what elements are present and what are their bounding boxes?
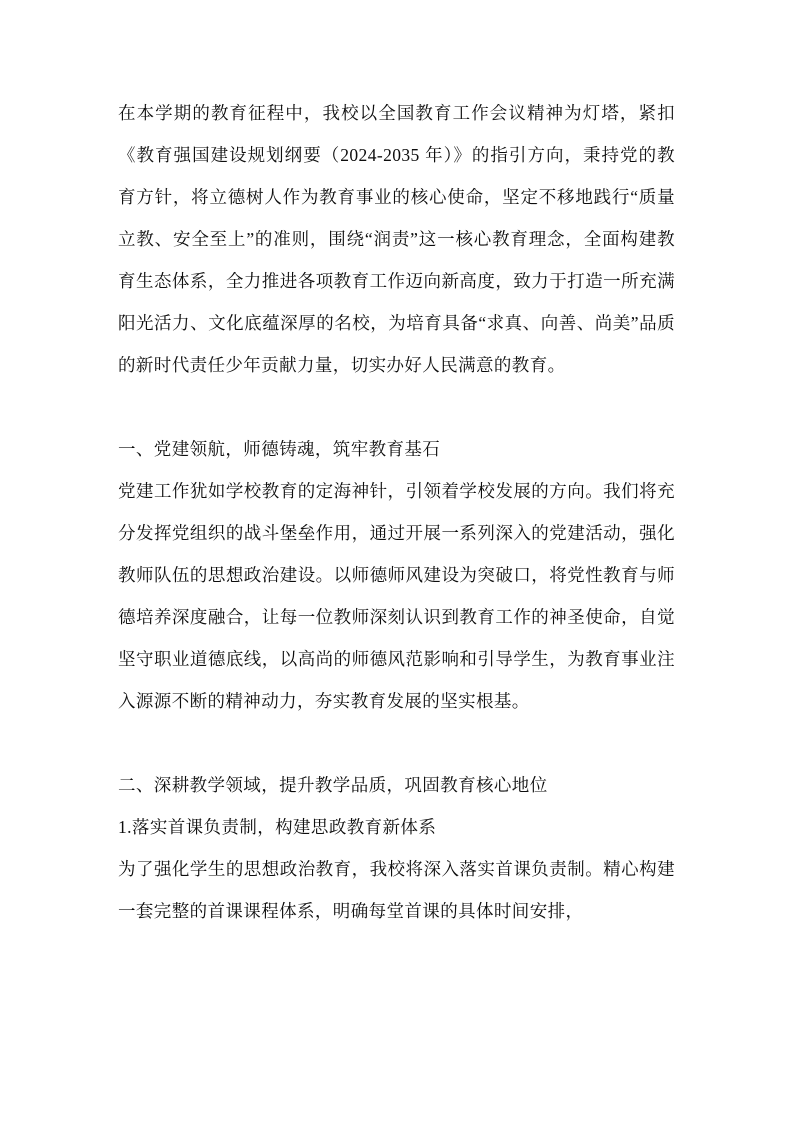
paragraph-spacer — [118, 722, 675, 764]
document-body — [118, 92, 675, 932]
paragraph-spacer — [118, 386, 675, 428]
paragraph-section-1-body: 党建工作犹如学校教育的定海神针，引领着学校发展的方向。我们将充分发挥党组织的战斗堡垒作用，通过开展一系列深入的党建活动，强化教师队伍的思想政治建设。以师德师风建设为突破口，将党性教育与师德培养深度融合，让每一位教师深刻认识到教育工作的神圣使命，自觉坚守职业道德底线，以高尚的师德风范影响和引导学生，为教育事业注入源源不断的精神动力，夯实教育发展的坚实根基。 — [118, 481, 675, 711]
section-heading-1: 一、党建领航，师德铸魂，筑牢教育基石 — [118, 439, 441, 459]
section-heading-2: 二、深耕教学领域，提升教学品质，巩固教育核心地位 — [118, 775, 548, 795]
paragraph-intro: 在本学期的教育征程中，我校以全国教育工作会议精神为灯塔，紧扣《教育强国建设规划纲要（2024-2035 年）》的指引方向，秉持党的教育方针，将立德树人作为教育事业的核心使命，坚定不移地践行“质量立教、安全至上”的准则，围绕“润责”这一核心教育理念，全面构建教育生态体系，全力推进各项教育工作迈向新高度，致力于打造一所充满阳光活力、文化底蕴深厚的名校，为培育具备“求真、向善、尚美”品质的新时代责任少年贡献力量，切实办好人民满意的教育。 — [118, 103, 675, 375]
section-subheading-2-1: 1.落实首课负责制，构建思政教育新体系 — [118, 817, 437, 837]
paragraph-section-2-1-body: 为了强化学生的思想政治教育，我校将深入落实首课负责制。精心构建一套完整的首课课程体系，明确每堂首课的具体时间安排， — [118, 859, 675, 921]
